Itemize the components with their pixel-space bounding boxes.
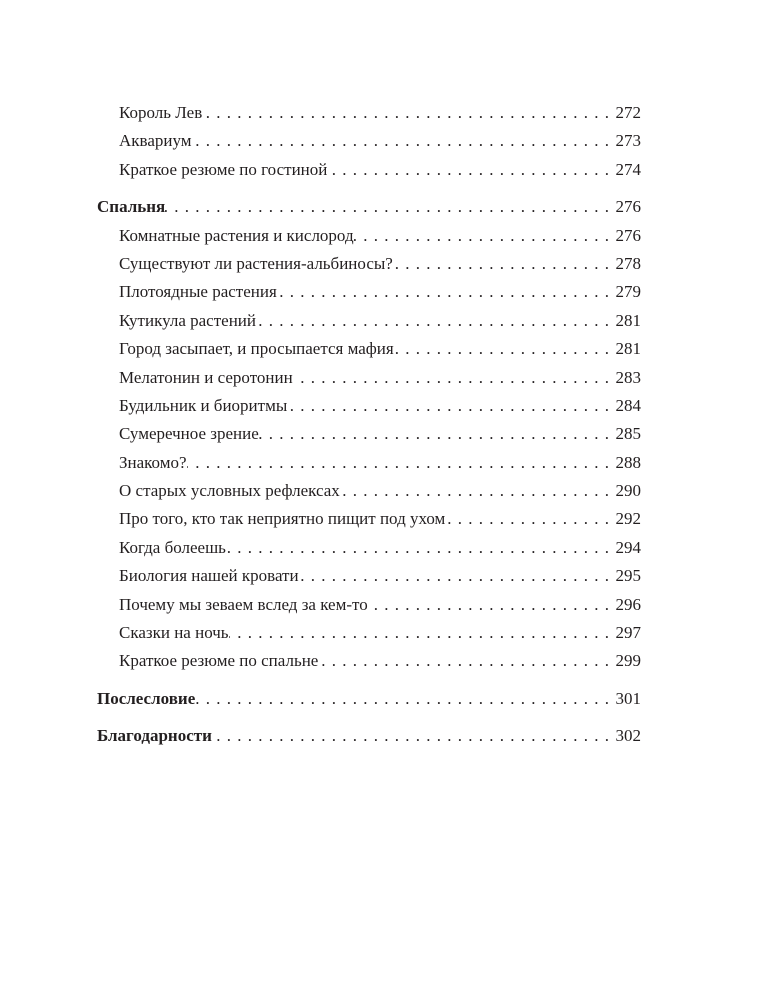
- toc-entry-title: Плотоядные растения: [119, 282, 277, 302]
- toc-entry-page: 295: [615, 566, 641, 586]
- dot-leader: [226, 534, 613, 562]
- dot-leader: [195, 685, 613, 713]
- toc-entry-korol-lev: [97, 99, 641, 127]
- dot-leader: [340, 477, 613, 505]
- dot-leader: [393, 250, 613, 278]
- toc-entry-page: 274: [615, 159, 641, 179]
- toc-entry: [97, 222, 641, 250]
- dot-leader: [165, 193, 613, 221]
- toc-entry-page: 290: [615, 481, 641, 501]
- toc-entry-title: Краткое резюме по спальне: [119, 651, 319, 671]
- toc-section-posleslovie: [97, 685, 641, 713]
- toc-entry: [97, 505, 641, 533]
- toc-entry-title: Знакомо?: [119, 452, 187, 472]
- toc-entry-title: Биология нашей кровати: [119, 566, 299, 586]
- toc-entry-title: Город засыпает, и просыпается мафия: [119, 339, 394, 359]
- toc-section-title: Благодарности: [97, 726, 212, 746]
- toc-entry-title: Кутикула растений: [119, 310, 256, 330]
- toc-entry: [97, 335, 641, 363]
- toc-entry-page: 301: [615, 688, 641, 708]
- toc-entry-page: 296: [615, 594, 641, 614]
- toc-entry-page: 285: [615, 424, 641, 444]
- toc-entry-title: Комнатные растения и кислород: [119, 225, 354, 245]
- dot-leader: [259, 420, 613, 448]
- dot-leader: [394, 335, 613, 363]
- dot-leader: [445, 505, 613, 533]
- toc-entry-page: 297: [615, 623, 641, 643]
- toc-section-title: Спальня: [97, 197, 166, 217]
- toc-entry-title: Когда болеешь: [119, 537, 226, 557]
- dot-leader: [192, 127, 613, 155]
- toc-entry: [97, 449, 641, 477]
- toc-entry-page: 299: [615, 651, 641, 671]
- toc-entry: [97, 420, 641, 448]
- toc-entry: [97, 250, 641, 278]
- toc-entry-title: О старых условных рефлексах: [119, 481, 340, 501]
- toc-entry: [97, 647, 641, 675]
- toc-entry-page: 302: [615, 726, 641, 746]
- toc-entry-title: Почему мы зеваем вслед за кем-то: [119, 594, 368, 614]
- toc-entry: [97, 278, 641, 306]
- toc-section-blagodarnosti: [97, 722, 641, 750]
- dot-leader: [256, 307, 613, 335]
- toc-entry-page: 292: [615, 509, 641, 529]
- toc-entry-title: Краткое резюме по гостиной: [119, 159, 328, 179]
- toc-entry-title: Аквариум: [119, 131, 192, 151]
- dot-leader: [187, 449, 613, 477]
- toc-entry-page: 276: [615, 197, 641, 217]
- toc-section-spalnya: [97, 193, 641, 221]
- toc-entry-page: 294: [615, 537, 641, 557]
- table-of-contents: [97, 99, 641, 751]
- toc-entry-page: 281: [615, 339, 641, 359]
- dot-leader: [229, 619, 613, 647]
- toc-entry: [97, 392, 641, 420]
- toc-entry-title: Будильник и биоритмы: [119, 395, 288, 415]
- toc-entry-akvarium: [97, 127, 641, 155]
- toc-entry: [97, 477, 641, 505]
- toc-entry: [97, 562, 641, 590]
- toc-entry-rezyume-gostinaya: [97, 156, 641, 184]
- toc-entry: [97, 619, 641, 647]
- toc-entry-title: Существуют ли растения-альбиносы?: [119, 253, 393, 273]
- toc-entry: [97, 364, 641, 392]
- toc-section-title: Послесловие: [97, 688, 196, 708]
- toc-entry-page: 279: [615, 282, 641, 302]
- dot-leader: [318, 647, 613, 675]
- dot-leader: [293, 364, 613, 392]
- toc-entry: [97, 591, 641, 619]
- toc-entry-page: 281: [615, 310, 641, 330]
- toc-entry-page: 272: [615, 103, 641, 122]
- dot-leader: [299, 562, 613, 590]
- toc-entry-page: 288: [615, 452, 641, 472]
- toc-entry-title: Сказки на ночь: [119, 623, 229, 643]
- toc-entry-page: 273: [615, 131, 641, 151]
- dot-leader: [212, 722, 613, 750]
- dot-leader: [354, 222, 613, 250]
- toc-entry-title: Король Лев: [119, 103, 203, 122]
- dot-leader: [327, 156, 613, 184]
- dot-leader: [368, 591, 613, 619]
- dot-leader: [277, 278, 613, 306]
- toc-entry-page: 276: [615, 225, 641, 245]
- dot-leader: [202, 99, 613, 127]
- toc-entry-title: Про того, кто так неприятно пищит под ухом: [119, 509, 446, 529]
- toc-entry-title: Мелатонин и серотонин: [119, 367, 293, 387]
- toc-entry-title: Сумеречное зрение: [119, 424, 259, 444]
- toc-entry-page: 278: [615, 253, 641, 273]
- dot-leader: [287, 392, 613, 420]
- toc-entry: [97, 534, 641, 562]
- toc-entry: [97, 307, 641, 335]
- toc-entry-page: 284: [615, 395, 641, 415]
- toc-entry-page: 283: [615, 367, 641, 387]
